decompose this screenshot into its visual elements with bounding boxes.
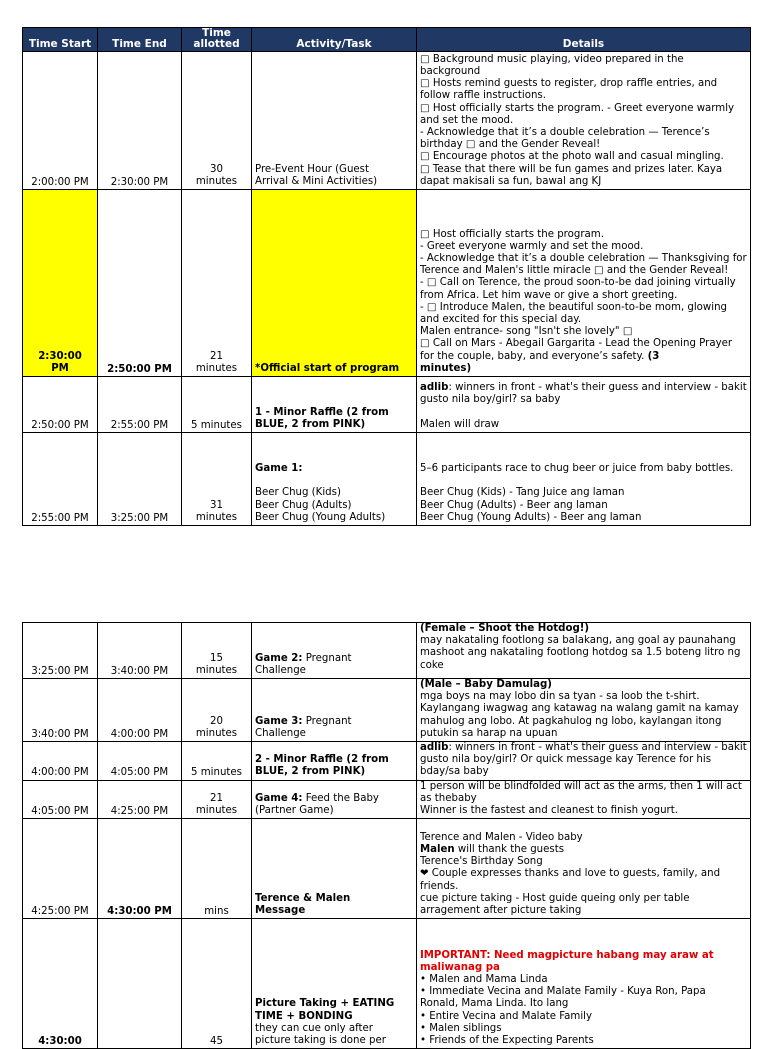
details-text: may nakataling footlong sa balakang, ang goal ay paunahang mashoot ang nakataling footlong hotdog sa 1.5 boteng litro ng coke (420, 635, 741, 671)
time-end-cell: 4:05:00 PM (98, 742, 182, 781)
activity-cell (252, 623, 417, 679)
time-start-cell: 4:30:00 (23, 919, 98, 1049)
details-text: mga boys na may lobo din sa tyan - sa loob the t-shirt. Kaylangang iwagwag ang katawag na walang gamit na kamay mahulog ang lobo. At pagkahulog ng lobo, kaylangan itong putukin sa harap na upuan (420, 691, 739, 739)
details-bold-text: adlib (420, 382, 449, 394)
activity-bold-text: Picture Taking + EATING TIME + BONDING (255, 998, 395, 1022)
time-start-cell: 4:00:00 PM (23, 742, 98, 781)
activity-text: they can cue only after picture taking is done per (255, 1022, 386, 1047)
activity-text: Beer Chug (Kids) Beer Chug (Adults) Beer Chug (Young Adults) (255, 487, 386, 523)
table-row (23, 433, 751, 526)
details-text: : winners in front - what's their guess and interview - bakit gusto nila boy/girl? Or quick message kay Terence for his bday/sa baby (420, 742, 747, 778)
header-activity: Activity/Task (252, 28, 417, 52)
activity-bold-text: Game 1: (255, 462, 303, 474)
time-allotted-cell: 5 minutes (182, 742, 252, 781)
table-row (23, 919, 751, 1049)
time-start-cell: 4:25:00 PM (23, 819, 98, 919)
time-end-cell: 2:30:00 PM (98, 52, 182, 190)
schedule-table-1 (22, 27, 751, 526)
activity-bold-text: Game 2: (255, 652, 303, 664)
details-bold-text: (Male – Baby Damulag) (420, 679, 552, 690)
time-start-cell: 2:50:00 PM (23, 377, 98, 433)
time-end-cell: 3:40:00 PM (98, 623, 182, 679)
table-row (23, 679, 751, 742)
details-cell (417, 919, 751, 1049)
time-allotted-cell: 5 minutes (182, 377, 252, 433)
time-allotted-cell: 45 (182, 919, 252, 1049)
details-cell: 1 person will be blindfolded will act as the arms, then 1 will act as thebaby Winner is the fastest and cleanest to finish yogurt. (417, 780, 751, 819)
activity-text: Feed the Baby (Partner Game) (255, 792, 379, 817)
table-row (23, 623, 751, 679)
details-pre-text: Terence and Malen - Video baby (420, 831, 583, 843)
time-allotted-cell: 15 minutes (182, 623, 252, 679)
details-text: : winners in front - what's their guess and interview - bakit gusto nila boy/girl? sa baby Malen will draw (420, 382, 747, 430)
time-start-cell: 4:05:00 PM (23, 780, 98, 819)
activity-cell: Terence & Malen Message (252, 819, 417, 919)
table-header-row (23, 28, 751, 52)
activity-text: Pregnant Challenge (255, 715, 352, 739)
details-bold-text: (3 minutes) (420, 350, 660, 374)
schedule-table-2 (22, 622, 751, 1049)
table-row (23, 190, 751, 377)
details-cell: 5–6 participants race to chug beer or juice from baby bottles. Beer Chug (Kids) - Tang Juice ang laman Beer Chug (Adults) - Beer ang laman Beer Chug (Young Adults) - Beer ang laman (417, 433, 751, 526)
details-text: will thank the guests Terence's Birthday Song ❤ Couple expresses thanks and love to guests, family, and friends. cue picture taking - Host guide queing only per table arragement after picture taking (420, 844, 721, 917)
activity-cell (252, 780, 417, 819)
details-cell (417, 819, 751, 919)
header-time-end: Time End (98, 28, 182, 52)
table-row (23, 377, 751, 433)
time-end-cell: 2:55:00 PM (98, 377, 182, 433)
time-allotted-cell: 20 minutes (182, 679, 252, 742)
time-start-cell: 3:25:00 PM (23, 623, 98, 679)
activity-cell (252, 433, 417, 526)
time-allotted-cell: 21 minutes (182, 190, 252, 377)
activity-bold-text: Game 4: (255, 792, 303, 804)
details-bold-text: adlib (420, 742, 449, 754)
time-end-cell (98, 919, 182, 1049)
time-end-cell: 4:25:00 PM (98, 780, 182, 819)
table-row (23, 742, 751, 781)
time-allotted-cell: 21 minutes (182, 780, 252, 819)
time-allotted-cell: 30 minutes (182, 52, 252, 190)
details-bold-text: (Female – Shoot the Hotdog!) (420, 623, 590, 634)
time-end-cell: 3:25:00 PM (98, 433, 182, 526)
important-note: IMPORTANT: Need magpicture habang may araw at maliwanag pa (420, 949, 714, 973)
time-start-cell: 3:40:00 PM (23, 679, 98, 742)
details-cell: □ Background music playing, video prepared in the background □ Hosts remind guests to register, drop raffle entries, and follow raffle instructions. □ Host officially starts the program. - Greet everyone warmly and set the mood. - Acknowledge that it’s a double celebration — Terence’s birthday □ and the Gender Reveal! □ Encourage photos at the photo wall and casual mingling. □ Tease that there will be fun games and prizes later. Kaya dapat makisali sa fun, bawal ang KJ (417, 52, 751, 190)
details-cell (417, 190, 751, 377)
table-row (23, 780, 751, 819)
table-row (23, 52, 751, 190)
activity-cell: Pre-Event Hour (Guest Arrival & Mini Activities) (252, 52, 417, 190)
details-cell (417, 679, 751, 742)
activity-cell (252, 919, 417, 1049)
details-cell (417, 623, 751, 679)
activity-cell: 1 - Minor Raffle (2 from BLUE, 2 from PINK) (252, 377, 417, 433)
header-time-start: Time Start (23, 28, 98, 52)
activity-cell: 2 - Minor Raffle (2 from BLUE, 2 from PINK) (252, 742, 417, 781)
activity-bold-text: Game 3: (255, 715, 303, 727)
time-start-cell: 2:55:00 PM (23, 433, 98, 526)
time-end-cell: 4:30:00 PM (98, 819, 182, 919)
time-start-cell: 2:00:00 PM (23, 52, 98, 190)
time-end-cell: 2:50:00 PM (98, 190, 182, 377)
time-start-cell: 2:30:00 PM (23, 190, 98, 377)
time-allotted-cell: mins (182, 819, 252, 919)
activity-cell: *Official start of program (252, 190, 417, 377)
table-row (23, 819, 751, 919)
activity-text: Pregnant Challenge (255, 652, 352, 676)
time-allotted-cell: 31 minutes (182, 433, 252, 526)
details-text: • Malen and Mama Linda • Immediate Vecina and Malate Family - Kuya Ron, Papa Ronald, Mama Linda. Ito lang • Entire Vecina and Malate Family • Malen siblings • Friends of the Expecting Parents (420, 974, 706, 1047)
activity-cell (252, 679, 417, 742)
details-cell (417, 742, 751, 781)
header-time-allotted: Time allotted (182, 28, 252, 52)
time-end-cell: 4:00:00 PM (98, 679, 182, 742)
header-details: Details (417, 28, 751, 52)
details-text: □ Host officially starts the program. - Greet everyone warmly and set the mood. - Acknowledge that it’s a double celebration — Thanksgiving for Terence and Malen's little miracle □ and the Gender Reveal! - □ Call on Terence, the proud soon-to-be dad joining virtually from Africa. Let him wave or give a short greeting. - □ Introduce Malen, the beautiful soon-to-be mom, glowing and excited for this special day. Malen entrance- song "Isn't she lovely" □ □ Call on Mars - Abegail Gargarita - Lead the Opening Prayer for the couple, baby, and everyone’s safety. (420, 228, 747, 362)
details-cell (417, 377, 751, 433)
details-bold-text: Malen (420, 844, 455, 856)
